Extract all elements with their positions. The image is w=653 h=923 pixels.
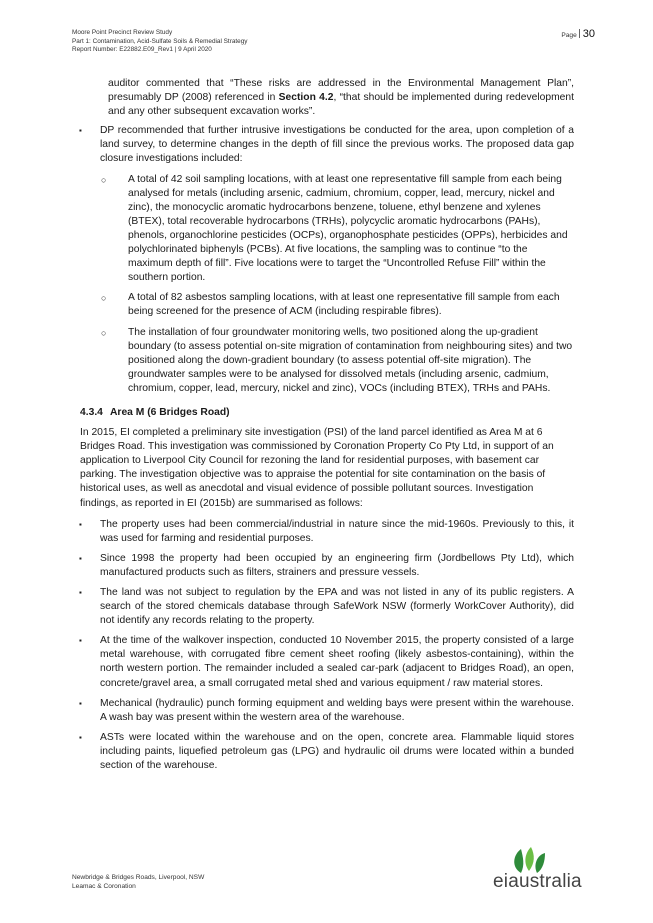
sub-list-item: ○ A total of 82 asbestos sampling locations, with at least one representative fill sample from each being screened for the presence of ACM (including respirable fibres). xyxy=(101,292,560,318)
sub-list-item: ○ The installation of four groundwater monitoring wells, two positioned along the up-gradient boundary (to assess potential on-site migration of contamination from neighbouring sites) and two positioned along the down-gradient boundary (to assess potential off-site migration). The groundwater samples were to be analysed for dissolved metals (including arsenic, cadmium, chromium, copper, lead, mercury, nickel and zinc), VOCs (including BTEX), TRHs and PAHs. xyxy=(101,326,573,394)
section-intro: In 2015, EI completed a preliminary site investigation (PSI) of the land parcel identified as Area M at 6 Bridges Road. This investigation was commissioned by Coronation Property Co Pty Ltd, in support of an application to Liverpool City Council for rezoning the land for residential purposes, with basement car parking. The investigation objective was to appraise the potential for site contamination on the basis of historical uses, as well as anecdotal and visual evidence of possible pollutant sources. Investigation findings, as reported in EI (2015b) are summarised as follows: xyxy=(80,427,554,509)
continued-paragraph: auditor commented that “These risks are addressed in the Environmental Management Plan”, presumably DP (2008) referenced in Section 4.2, “that should be implemented during redevelopment and any other subsequent excavation works”. xyxy=(108,78,574,118)
company-logo xyxy=(493,845,593,893)
document-body xyxy=(79,77,574,779)
bullet-item: ▪ DP recommended that further intrusive investigations be conducted for the area, upon completion of a land survey, to determine changes in the depth of fill since the previous works. The proposed data gap closure investigations included: xyxy=(79,125,574,165)
header-line: Report Number: E22882.E09_Rev1 | 9 April 2020 xyxy=(72,46,212,54)
bullet-item: ▪ Mechanical (hydraulic) punch forming equipment and welding bays were present within the warehouse. A wash bay was present within the western area of the warehouse. xyxy=(79,697,574,723)
bullet-square-icon: ▪ xyxy=(79,636,82,646)
section-heading xyxy=(80,406,574,420)
sub-list-item: ○ A total of 42 soil sampling locations, with at least one representative fill sample from each being analysed for metals (including arsenic, cadmium, chromium, copper, lead, mercury, nickel and zinc), the monocyclic aromatic hydrocarbons benzene, toluene, ethyl benzene and xylenes (BTEX), total recoverable hydrocarbons (TRHs), polycyclic aromatic hydrocarbons (PAHs), phenols, organochlorine pesticides (OCPs), organophosphate pesticides (OPPs), herbicides and polychlorinated biphenyls (PCBs). At five locations, the sampling was to continue “to the maximum depth of fill”. Five locations were to target the “Uncontrolled Refuse Fill” within the southern portion. xyxy=(101,173,568,284)
section-number: 4.3.4 xyxy=(80,406,103,418)
footer-line: Newbridge & Bridges Roads, Liverpool, NSW xyxy=(72,874,205,881)
section-title: Area M (6 Bridges Road) xyxy=(110,406,230,418)
bullet-square-icon: ▪ xyxy=(79,588,82,597)
page-label: Page xyxy=(561,32,577,39)
header-line: Part 1: Contamination, Acid-Sulfate Soils & Remedial Strategy xyxy=(72,37,248,45)
footer-line: Leamac & Coronation xyxy=(72,882,136,890)
bullet-item: ▪ The land was not subject to regulation by the EPA and was not listed in any of its public registers. A search of the stored chemicals database through SafeWork NSW (formerly WorkCover Authority), did not identify any records relating to the property. xyxy=(79,587,574,627)
bullet-item: ▪ The property uses had been commercial/industrial in nature since the mid-1960s. Previously to this, it was used for farming and residential purposes. xyxy=(79,518,574,544)
bullet-square-icon: ▪ xyxy=(79,126,82,136)
report-header xyxy=(72,29,247,55)
page-indicator xyxy=(561,28,595,40)
bullet-square-icon: ▪ xyxy=(79,698,82,708)
report-footer xyxy=(72,874,204,891)
bullet-circle-icon: ○ xyxy=(101,293,107,304)
header-line: Moore Point Precinct Review Study xyxy=(72,29,173,36)
bullet-square-icon: ▪ xyxy=(79,519,82,529)
bullet-item: ▪ Since 1998 the property had been occupied by an engineering firm (Jordbellows Pty Ltd), which manufactured products such as filters, strainers and pressure vessels. xyxy=(79,552,574,578)
bullet-item: ▪ At the time of the walkover inspection, conducted 10 November 2015, the property consisted of a large metal warehouse, with corrugated fibre cement sheet roofing (likely asbestos-containing), within the north western portion. The remainder included a sealed car-park (adjacent to Bridges Road), an open, concrete/gravel area, a small corrugated metal shed and various equipment / raw material stores. xyxy=(79,635,574,689)
section-reference: Section 4.2 xyxy=(278,92,334,104)
bullet-square-icon: ▪ xyxy=(79,732,82,742)
bullet-square-icon: ▪ xyxy=(79,553,82,563)
separator xyxy=(579,29,580,38)
bullet-circle-icon: ○ xyxy=(101,174,107,185)
page-number: 30 xyxy=(582,28,595,40)
bullet-circle-icon: ○ xyxy=(101,327,107,338)
bullet-item: ▪ ASTs were located within the warehouse and on the open, concrete area. Flammable liquid stores including paints, liquefied petroleum gas (LPG) and hydraulic oil drums were located within a bunded section of the warehouse. xyxy=(79,731,574,772)
logo-wordmark: eiaustralia xyxy=(493,871,582,892)
